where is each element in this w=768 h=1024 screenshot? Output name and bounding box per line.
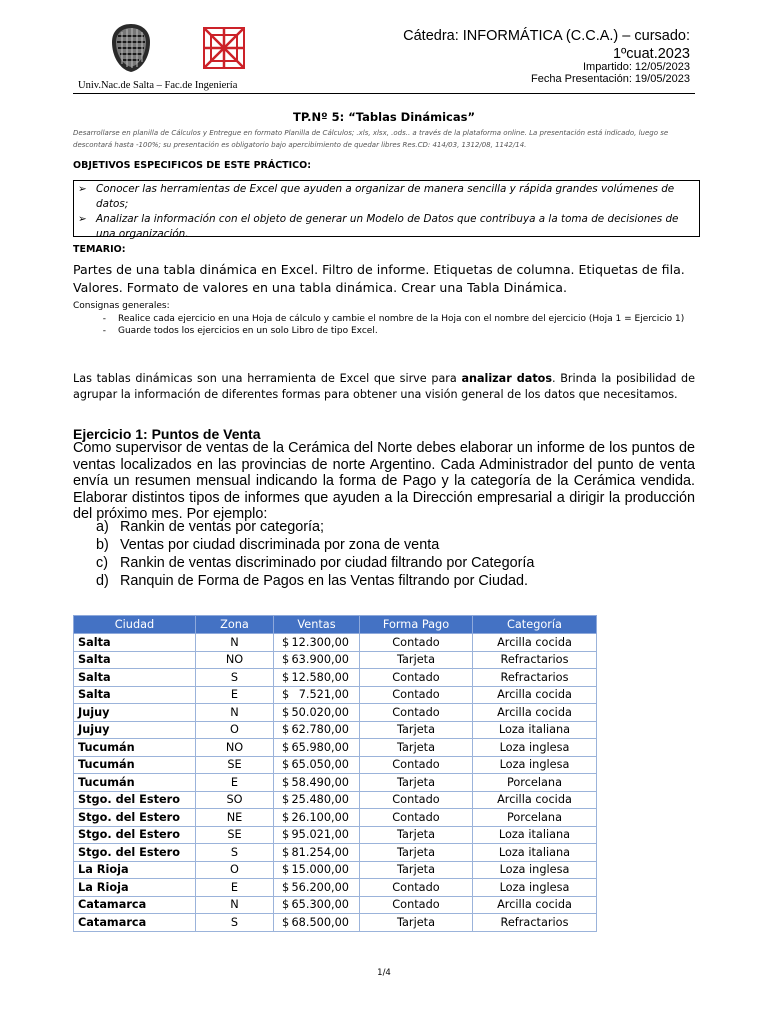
cell-zona: NO	[196, 739, 274, 757]
cell-ciudad: Salta	[74, 686, 196, 704]
cell-ventas	[274, 634, 360, 652]
cell-ventas	[274, 896, 360, 914]
currency-symbol: $	[282, 793, 290, 807]
cell-categoria: Loza inglesa	[473, 756, 597, 774]
amount: 68.500,00	[291, 915, 349, 929]
cell-ventas	[274, 861, 360, 879]
table-row	[74, 686, 597, 704]
cell-forma-pago: Contado	[360, 686, 473, 704]
cell-zona: E	[196, 774, 274, 792]
cell-categoria: Arcilla cocida	[473, 791, 597, 809]
cell-zona: N	[196, 704, 274, 722]
money-value	[282, 863, 349, 876]
consigna-text: Guarde todos los ejercicios en un solo Libro de tipo Excel.	[118, 326, 378, 336]
cell-ventas	[274, 739, 360, 757]
item-label: c)	[96, 555, 108, 571]
cell-ciudad: Jujuy	[74, 721, 196, 739]
cell-ciudad: Stgo. del Estero	[74, 809, 196, 827]
amount: 63.900,00	[291, 653, 349, 667]
cell-zona: O	[196, 721, 274, 739]
item-text: Rankin de ventas discriminado por ciudad filtrando por Categoría	[120, 555, 535, 571]
currency-symbol: $	[282, 653, 290, 667]
temario-heading: TEMARIO:	[73, 244, 126, 255]
currency-symbol: $	[282, 828, 290, 842]
arrow-bullet-icon: ➢	[78, 183, 87, 195]
currency-symbol: $	[282, 775, 290, 789]
ejercicio-item	[96, 518, 534, 536]
col-header-ciudad: Ciudad	[74, 616, 196, 634]
cell-ventas	[274, 791, 360, 809]
cell-forma-pago: Tarjeta	[360, 774, 473, 792]
temario-text: Partes de una tabla dinámica en Excel. Filtro de informe. Etiquetas de columna. Etiquetas de fila. Valores. Formato de valores en una tabla dinámica. Crear una Tabla Dinámica.	[73, 262, 685, 295]
arrow-bullet-icon: ➢	[78, 213, 87, 225]
dash-bullet-icon: -	[102, 326, 106, 336]
currency-symbol: $	[282, 898, 290, 912]
cell-forma-pago: Contado	[360, 879, 473, 897]
cell-forma-pago: Contado	[360, 669, 473, 687]
currency-symbol: $	[282, 863, 290, 877]
col-header-categoria: Categoría	[473, 616, 597, 634]
table-row	[74, 914, 597, 932]
table-row	[74, 704, 597, 722]
cell-ciudad: Tucumán	[74, 756, 196, 774]
cell-categoria: Refractarios	[473, 651, 597, 669]
cell-zona: S	[196, 669, 274, 687]
objetivo-item	[78, 182, 695, 212]
amount: 56.200,00	[291, 880, 349, 894]
cell-ciudad: Tucumán	[74, 774, 196, 792]
amount: 95.021,00	[291, 828, 349, 842]
table-row	[74, 756, 597, 774]
table-row	[74, 774, 597, 792]
cell-ventas	[274, 809, 360, 827]
consignas-list	[73, 313, 699, 337]
cell-forma-pago: Tarjeta	[360, 651, 473, 669]
objetivo-item	[78, 212, 695, 242]
cell-zona: SE	[196, 826, 274, 844]
table-row	[74, 791, 597, 809]
cell-zona: NE	[196, 809, 274, 827]
amount: 25.480,00	[291, 793, 349, 807]
amount: 50.020,00	[291, 705, 349, 719]
money-value	[282, 793, 349, 806]
cell-forma-pago: Contado	[360, 634, 473, 652]
objetivos-heading: OBJETIVOS ESPECIFICOS DE ESTE PRÁCTICO:	[73, 160, 312, 171]
money-value	[282, 776, 349, 789]
cell-forma-pago: Tarjeta	[360, 721, 473, 739]
ejercicio-item	[96, 536, 534, 554]
amount: 7.521,00	[298, 688, 349, 702]
cell-ciudad: Stgo. del Estero	[74, 791, 196, 809]
table-body	[74, 634, 597, 932]
intro-paragraph	[73, 371, 695, 403]
amount: 12.580,00	[291, 670, 349, 684]
cell-categoria: Refractarios	[473, 669, 597, 687]
money-value	[282, 811, 349, 824]
paragraph-text-after: . Brinda la posibilidad de agrupar la información de diferentes formas para obtener una visión general de los datos que necesitamos.	[73, 372, 695, 401]
cell-categoria: Arcilla cocida	[473, 704, 597, 722]
table-row	[74, 826, 597, 844]
item-text: Rankin de ventas por categoría;	[120, 519, 324, 535]
ingenieria-logo	[203, 27, 245, 69]
ejercicio-text: Como supervisor de ventas de la Cerámica del Norte debes elaborar un informe de los puntos de ventas localizados en las provincias de norte Argentino. Cada Administrador del punto de venta envía un resumen mensual indicando la forma de Pago y la categoría de la Cerámica vendida. Elaborar distintos tipos de informes que ayuden a la Dirección empresarial a dirigir la producción del próximo mes. Por ejemplo:	[73, 440, 695, 523]
ventas-table	[73, 615, 597, 932]
cell-ciudad: Jujuy	[74, 704, 196, 722]
presentacion-date: Fecha Presentación: 19/05/2023	[530, 73, 690, 85]
table-row	[74, 634, 597, 652]
impartido-date: Impartido: 12/05/2023	[582, 61, 690, 73]
header-divider	[73, 93, 695, 94]
cell-ciudad: Stgo. del Estero	[74, 844, 196, 862]
col-header-zona: Zona	[196, 616, 274, 634]
table-row	[74, 861, 597, 879]
cell-categoria: Loza italiana	[473, 826, 597, 844]
amount: 12.300,00	[291, 635, 349, 649]
cell-ciudad: Salta	[74, 634, 196, 652]
currency-symbol: $	[282, 758, 290, 772]
table-row	[74, 879, 597, 897]
cell-forma-pago: Tarjeta	[360, 739, 473, 757]
money-value	[282, 688, 349, 701]
col-header-ventas: Ventas	[274, 616, 360, 634]
cell-zona: E	[196, 686, 274, 704]
money-value	[282, 671, 349, 684]
consigna-item	[73, 313, 699, 325]
ejercicio-list	[96, 518, 534, 590]
cell-categoria: Arcilla cocida	[473, 634, 597, 652]
cell-ciudad: Stgo. del Estero	[74, 826, 196, 844]
unsa-logo	[108, 22, 154, 74]
ejercicio-item	[96, 554, 534, 572]
cell-forma-pago: Tarjeta	[360, 861, 473, 879]
cell-forma-pago: Tarjeta	[360, 844, 473, 862]
dash-bullet-icon: -	[102, 314, 106, 324]
currency-symbol: $	[282, 915, 290, 929]
table-row	[74, 809, 597, 827]
cell-categoria: Arcilla cocida	[473, 896, 597, 914]
cell-zona: SO	[196, 791, 274, 809]
cell-ventas	[274, 756, 360, 774]
amount: 26.100,00	[291, 810, 349, 824]
paragraph-text-before: Las tablas dinámicas son una herramienta de Excel que sirve para	[73, 372, 462, 385]
currency-symbol: $	[282, 723, 290, 737]
cell-ventas	[274, 651, 360, 669]
amount: 62.780,00	[291, 723, 349, 737]
cell-categoria: Arcilla cocida	[473, 686, 597, 704]
cell-ventas	[274, 669, 360, 687]
currency-symbol: $	[282, 880, 290, 894]
cell-ventas	[274, 774, 360, 792]
ejercicio-title: Ejercicio 1: Puntos de Venta	[73, 426, 261, 442]
currency-symbol: $	[282, 845, 290, 859]
table-row	[74, 721, 597, 739]
consigna-item	[73, 325, 699, 337]
cell-categoria: Refractarios	[473, 914, 597, 932]
catedra-line-2: 1ºcuat.2023	[612, 46, 690, 62]
amount: 65.980,00	[291, 740, 349, 754]
amount: 65.050,00	[291, 758, 349, 772]
cell-zona: O	[196, 861, 274, 879]
money-value	[282, 881, 349, 894]
objetivo-text: Conocer las herramientas de Excel que ayuden a organizar de manera sencilla y rápida grandes volúmenes de datos;	[96, 183, 675, 210]
table-row	[74, 896, 597, 914]
cell-categoria: Porcelana	[473, 809, 597, 827]
cell-forma-pago: Contado	[360, 791, 473, 809]
currency-symbol: $	[282, 810, 290, 824]
table-row	[74, 669, 597, 687]
cell-zona: S	[196, 844, 274, 862]
cell-ventas	[274, 686, 360, 704]
cell-zona: N	[196, 896, 274, 914]
cell-categoria: Loza inglesa	[473, 739, 597, 757]
cell-categoria: Loza inglesa	[473, 879, 597, 897]
cell-categoria: Loza italiana	[473, 721, 597, 739]
cell-categoria: Loza italiana	[473, 844, 597, 862]
ejercicio-item	[96, 572, 534, 590]
money-value	[282, 706, 349, 719]
cell-forma-pago: Contado	[360, 704, 473, 722]
consignas-heading: Consignas generales:	[73, 301, 170, 311]
item-label: b)	[96, 537, 109, 553]
consigna-text: Realice cada ejercicio en una Hoja de cálculo y cambie el nombre de la Hoja con el nombre del ejercicio (Hoja 1 = Ejercicio 1)	[118, 314, 685, 324]
money-value	[282, 898, 349, 911]
cell-ventas	[274, 826, 360, 844]
cell-ciudad: Salta	[74, 669, 196, 687]
currency-symbol: $	[282, 670, 290, 684]
col-header-forma-pago: Forma Pago	[360, 616, 473, 634]
cell-zona: E	[196, 879, 274, 897]
paragraph-bold: analizar datos	[461, 372, 553, 385]
currency-symbol: $	[282, 740, 290, 754]
money-value	[282, 741, 349, 754]
money-value	[282, 916, 349, 929]
table-row	[74, 739, 597, 757]
cell-categoria: Loza inglesa	[473, 861, 597, 879]
currency-symbol: $	[282, 705, 290, 719]
item-text: Ranquin de Forma de Pagos en las Ventas filtrando por Ciudad.	[120, 573, 528, 589]
item-label: a)	[96, 519, 109, 535]
cell-ventas	[274, 844, 360, 862]
cell-categoria: Porcelana	[473, 774, 597, 792]
cell-forma-pago: Tarjeta	[360, 826, 473, 844]
amount: 65.300,00	[291, 898, 349, 912]
money-value	[282, 828, 349, 841]
page-title: TP.Nº 5: “Tablas Dinámicas”	[292, 110, 476, 124]
cell-forma-pago: Contado	[360, 756, 473, 774]
amount: 58.490,00	[291, 775, 349, 789]
cell-zona: N	[196, 634, 274, 652]
cell-zona: S	[196, 914, 274, 932]
cell-ventas	[274, 879, 360, 897]
university-name: Univ.Nac.de Salta – Fac.de Ingeniería	[78, 80, 238, 91]
catedra-heading	[403, 27, 690, 63]
amount: 81.254,00	[291, 845, 349, 859]
page-number: 1/4	[377, 968, 391, 978]
table-row	[74, 844, 597, 862]
currency-symbol: $	[282, 635, 290, 649]
item-text: Ventas por ciudad discriminada por zona de venta	[120, 537, 440, 553]
cell-zona: SE	[196, 756, 274, 774]
cell-ciudad: Tucumán	[74, 739, 196, 757]
table-header-row	[74, 616, 597, 634]
money-value	[282, 758, 349, 771]
cell-ventas	[274, 914, 360, 932]
money-value	[282, 653, 349, 666]
cell-ciudad: La Rioja	[74, 861, 196, 879]
cell-forma-pago: Contado	[360, 896, 473, 914]
money-value	[282, 636, 349, 649]
intro-note: Desarrollarse en planilla de Cálculos y Entregue en formato Planilla de Cálculos; .xls, xlsx, .ods.. a través de la plataforma online. La presentación está indicado, luego se descontará hasta -100%; su presentación es obligatorio bajo apercibimiento de quedar libres Res.CD: 414/03, 1312/08, 1142/14.	[73, 129, 669, 149]
item-label: d)	[96, 573, 109, 589]
objetivos-box	[73, 180, 700, 240]
cell-ventas	[274, 721, 360, 739]
amount: 15.000,00	[291, 863, 349, 877]
cell-ciudad: Catamarca	[74, 914, 196, 932]
currency-symbol: $	[282, 688, 290, 702]
table-row	[74, 651, 597, 669]
cell-forma-pago: Contado	[360, 809, 473, 827]
cell-ciudad: La Rioja	[74, 879, 196, 897]
cell-forma-pago: Tarjeta	[360, 914, 473, 932]
objetivo-text: Analizar la información con el objeto de generar un Modelo de Datos que contribuya a la toma de decisiones de una organización.	[96, 213, 679, 240]
cell-ciudad: Catamarca	[74, 896, 196, 914]
money-value	[282, 723, 349, 736]
dates-block	[531, 61, 690, 85]
catedra-line-1: Cátedra: INFORMÁTICA (C.C.A.) – cursado:	[403, 28, 690, 44]
cell-ventas	[274, 704, 360, 722]
cell-zona: NO	[196, 651, 274, 669]
money-value	[282, 846, 349, 859]
cell-ciudad: Salta	[74, 651, 196, 669]
